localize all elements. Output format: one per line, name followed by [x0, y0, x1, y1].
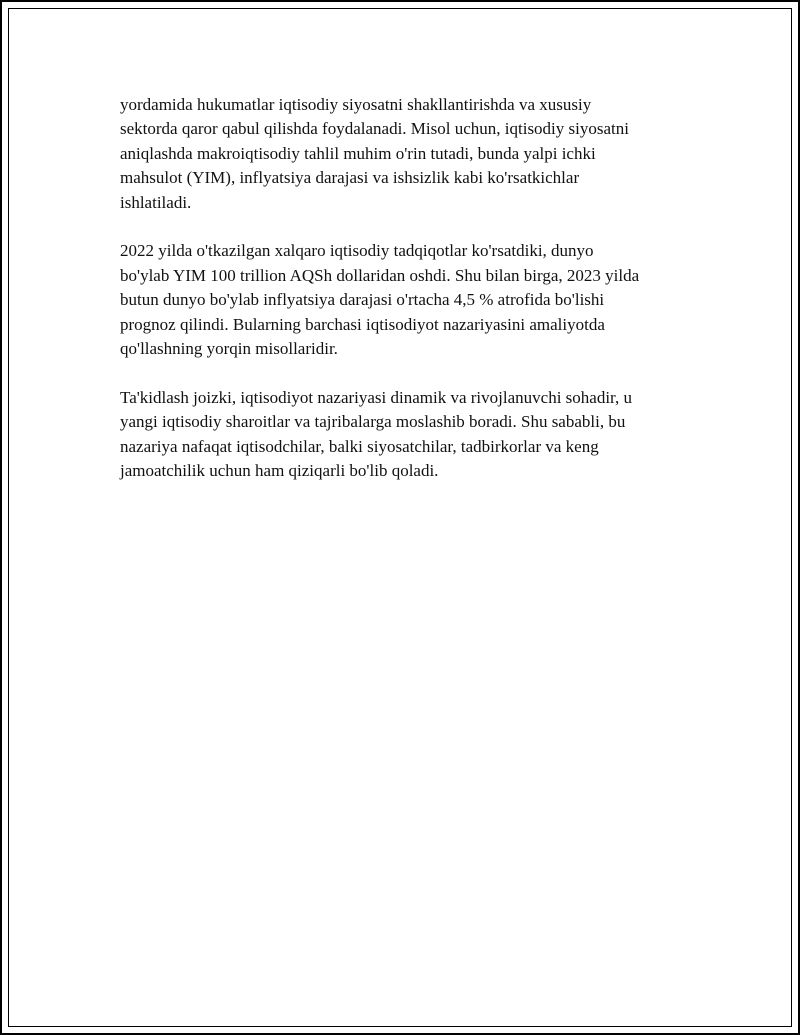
text-line: butun dunyo bo'ylab inflyatsiya darajasi o'rtacha 4,5 % atrofida bo'lishi — [120, 290, 605, 310]
text-line: jamoatchilik uchun ham qiziqarli bo'lib qoladi. — [120, 461, 439, 481]
document-body — [120, 93, 700, 508]
text-line: sektorda qaror qabul qilishda foydalanadi. Misol uchun, iqtisodiy siyosatni — [120, 119, 629, 139]
paragraph-2 — [120, 239, 700, 361]
text-line: bo'ylab YIM 100 trillion AQSh dollaridan oshdi. Shu bilan birga, 2023 yilda — [120, 265, 640, 285]
text-line: prognoz qilindi. Bularning barchasi iqtisodiyot nazariyasini amaliyotda — [120, 314, 605, 334]
text-line: yangi iqtisodiy sharoitlar va tajribalarga moslashib boradi. Shu sababli, bu — [120, 412, 626, 432]
text-line: qo'llashning yorqin misollaridir. — [120, 339, 338, 359]
text-line: Ta'kidlash joizki, iqtisodiyot nazariyasi dinamik va rivojlanuvchi sohadir, u — [120, 387, 633, 407]
text-line: aniqlashda makroiqtisodiy tahlil muhim o'rin tutadi, bunda yalpi ichki — [120, 143, 596, 163]
text-line: mahsulot (YIM), inflyatsiya darajasi va ishsizlik kabi ko'rsatkichlar — [120, 168, 580, 188]
text-line: ishlatiladi. — [120, 192, 192, 212]
paragraph-3 — [120, 386, 700, 484]
text-line: yordamida hukumatlar iqtisodiy siyosatni shakllantirishda va xususiy — [120, 95, 592, 114]
paragraph-1 — [120, 93, 700, 215]
text-line: nazariya nafaqat iqtisodchilar, balki siyosatchilar, tadbirkorlar va keng — [120, 436, 599, 456]
text-line: 2022 yilda o'tkazilgan xalqaro iqtisodiy tadqiqotlar ko'rsatdiki, dunyo — [120, 241, 594, 261]
